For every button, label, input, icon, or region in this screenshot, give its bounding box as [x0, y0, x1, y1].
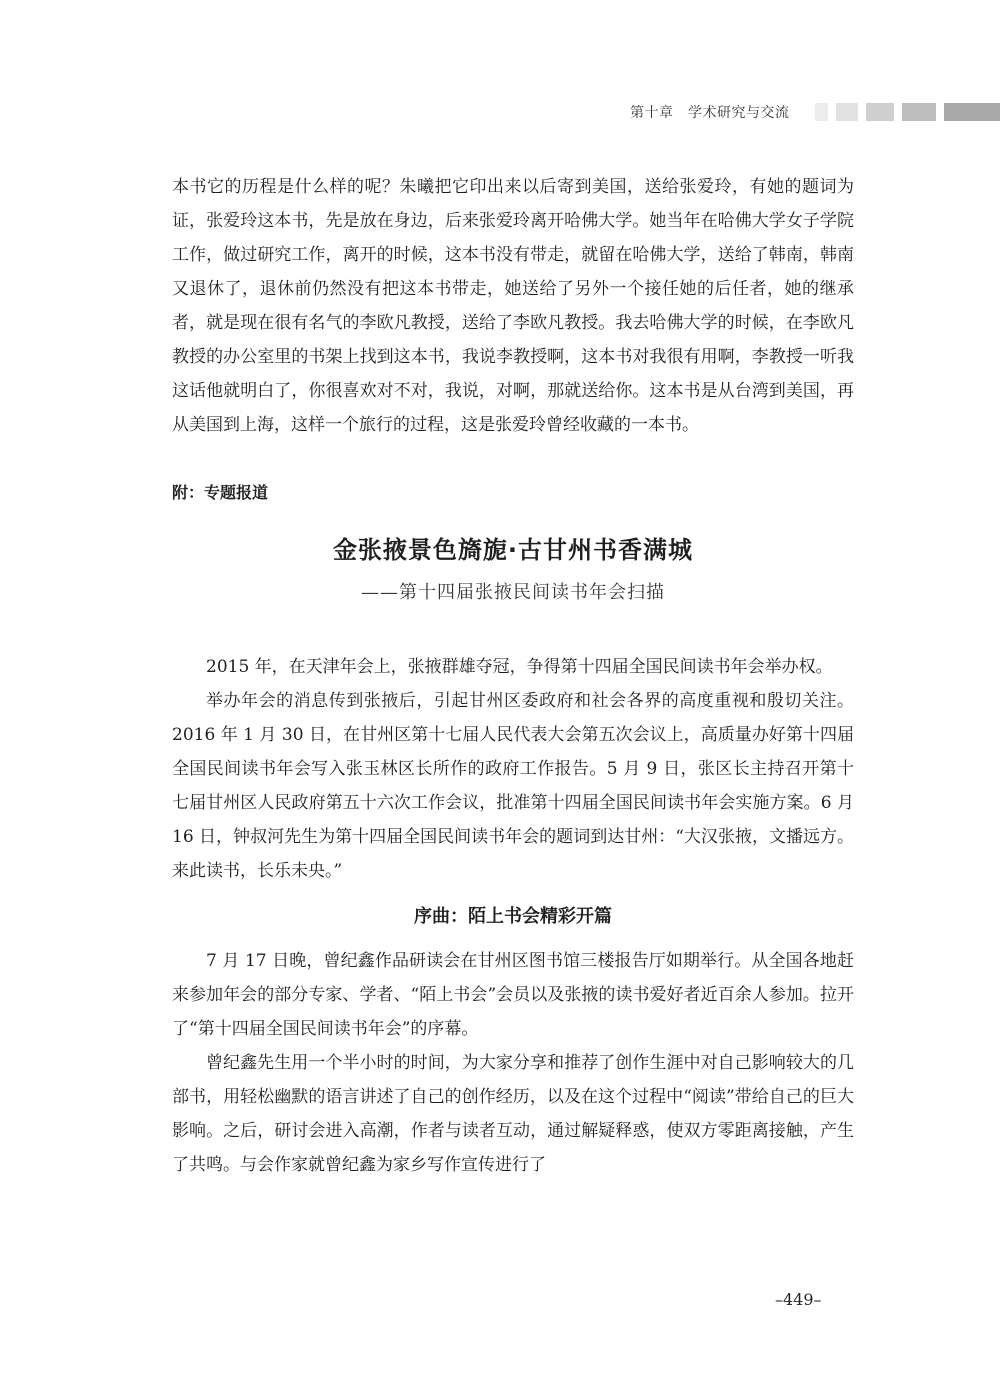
- section-paragraph: 曾纪鑫先生用一个半小时的时间，为大家分享和推荐了创作生涯中对自己影响较大的几部书，用轻松幽默的语言讲述了自己的创作经历，以及在这个过程中“阅读”带给自己的巨大影响。之后，研讨会进入高潮，作者与读者互动，通过解疑释惑，使双方零距离接触，产生了共鸣。与会作家就曾纪鑫为家乡写作宣传进行了: [172, 1053, 854, 1175]
- page-body: [172, 170, 854, 1182]
- spacer: [172, 608, 854, 650]
- decoration-bar: [902, 103, 936, 121]
- decoration-bar: [815, 103, 828, 121]
- section-heading: 序曲：陌上书会精彩开篇: [414, 906, 612, 927]
- page-number: –449–: [775, 1290, 822, 1309]
- decoration-bar: [944, 103, 1000, 121]
- appendix-label: 附：专题报道: [172, 483, 269, 502]
- section-paragraph: 7 月 17 日晚，曾纪鑫作品研读会在甘州区图书馆三楼报告厅如期举行。从全国各地赶来参加年会的部分专家、学者、“陌上书会”会员以及张掖的读书爱好者近百余人参加。拉开了“第十四届全国民间读书年会”的序幕。: [172, 951, 854, 1039]
- intro-paragraph: 本书它的历程是什么样的呢？朱曦把它印出来以后寄到美国，送给张爱玲，有她的题词为证，张爱玲这本书，先是放在身边，后来张爱玲离开哈佛大学。她当年在哈佛大学女子学院工作，做过研究工作，离开的时候，这本书没有带走，就留在哈佛大学，送给了韩南，韩南又退休了，退休前仍然没有把这本书带走，她送给了另外一个接任她的后任者，她的继承者，就是现在很有名气的李欧凡教授，送给了李欧凡教授。我去哈佛大学的时候，在李欧凡教授的办公室里的书架上找到这本书，我说李教授啊，这本书对我很有用啊，李教授一听我这话他就明白了，你很喜欢对不对，我说，对啊，那就送给你。这本书是从台湾到美国，再从美国到上海，这样一个旅行的过程，这是张爱玲曾经收藏的一本书。: [172, 177, 854, 435]
- article-paragraph: 2015 年，在天津年会上，张掖群雄夺冠，争得第十四届全国民间读书年会举办权。: [206, 657, 833, 677]
- chapter-title: 第十章 学术研究与交流: [630, 105, 790, 121]
- article-title: 金张掖景色旖旎·古甘州书香满城: [332, 536, 694, 564]
- article-paragraph: 举办年会的消息传到张掖后，引起甘州区委政府和社会各界的高度重视和殷切关注。2016 年 1 月 30 日，在甘州区第十七届人民代表大会第五次会议上，高质量办好第十四届全国民间读书年会写入张玉林区长所作的政府工作报告。5 月 9 日，张区长主持召开第十七届甘州区人民政府第五十六次工作会议，批准第十四届全国民间读书年会实施方案。6 月 16 日，钟叔河先生为第十四届全国民间读书年会的题词到达甘州：“大汉张掖，文播远方。来此读书，长乐未央。”: [172, 691, 854, 881]
- running-header: [0, 100, 1000, 126]
- article-subtitle: ——第十四届张掖民间读书年会扫描: [361, 582, 665, 603]
- decoration-bar: [836, 103, 858, 121]
- decoration-bar: [866, 103, 894, 121]
